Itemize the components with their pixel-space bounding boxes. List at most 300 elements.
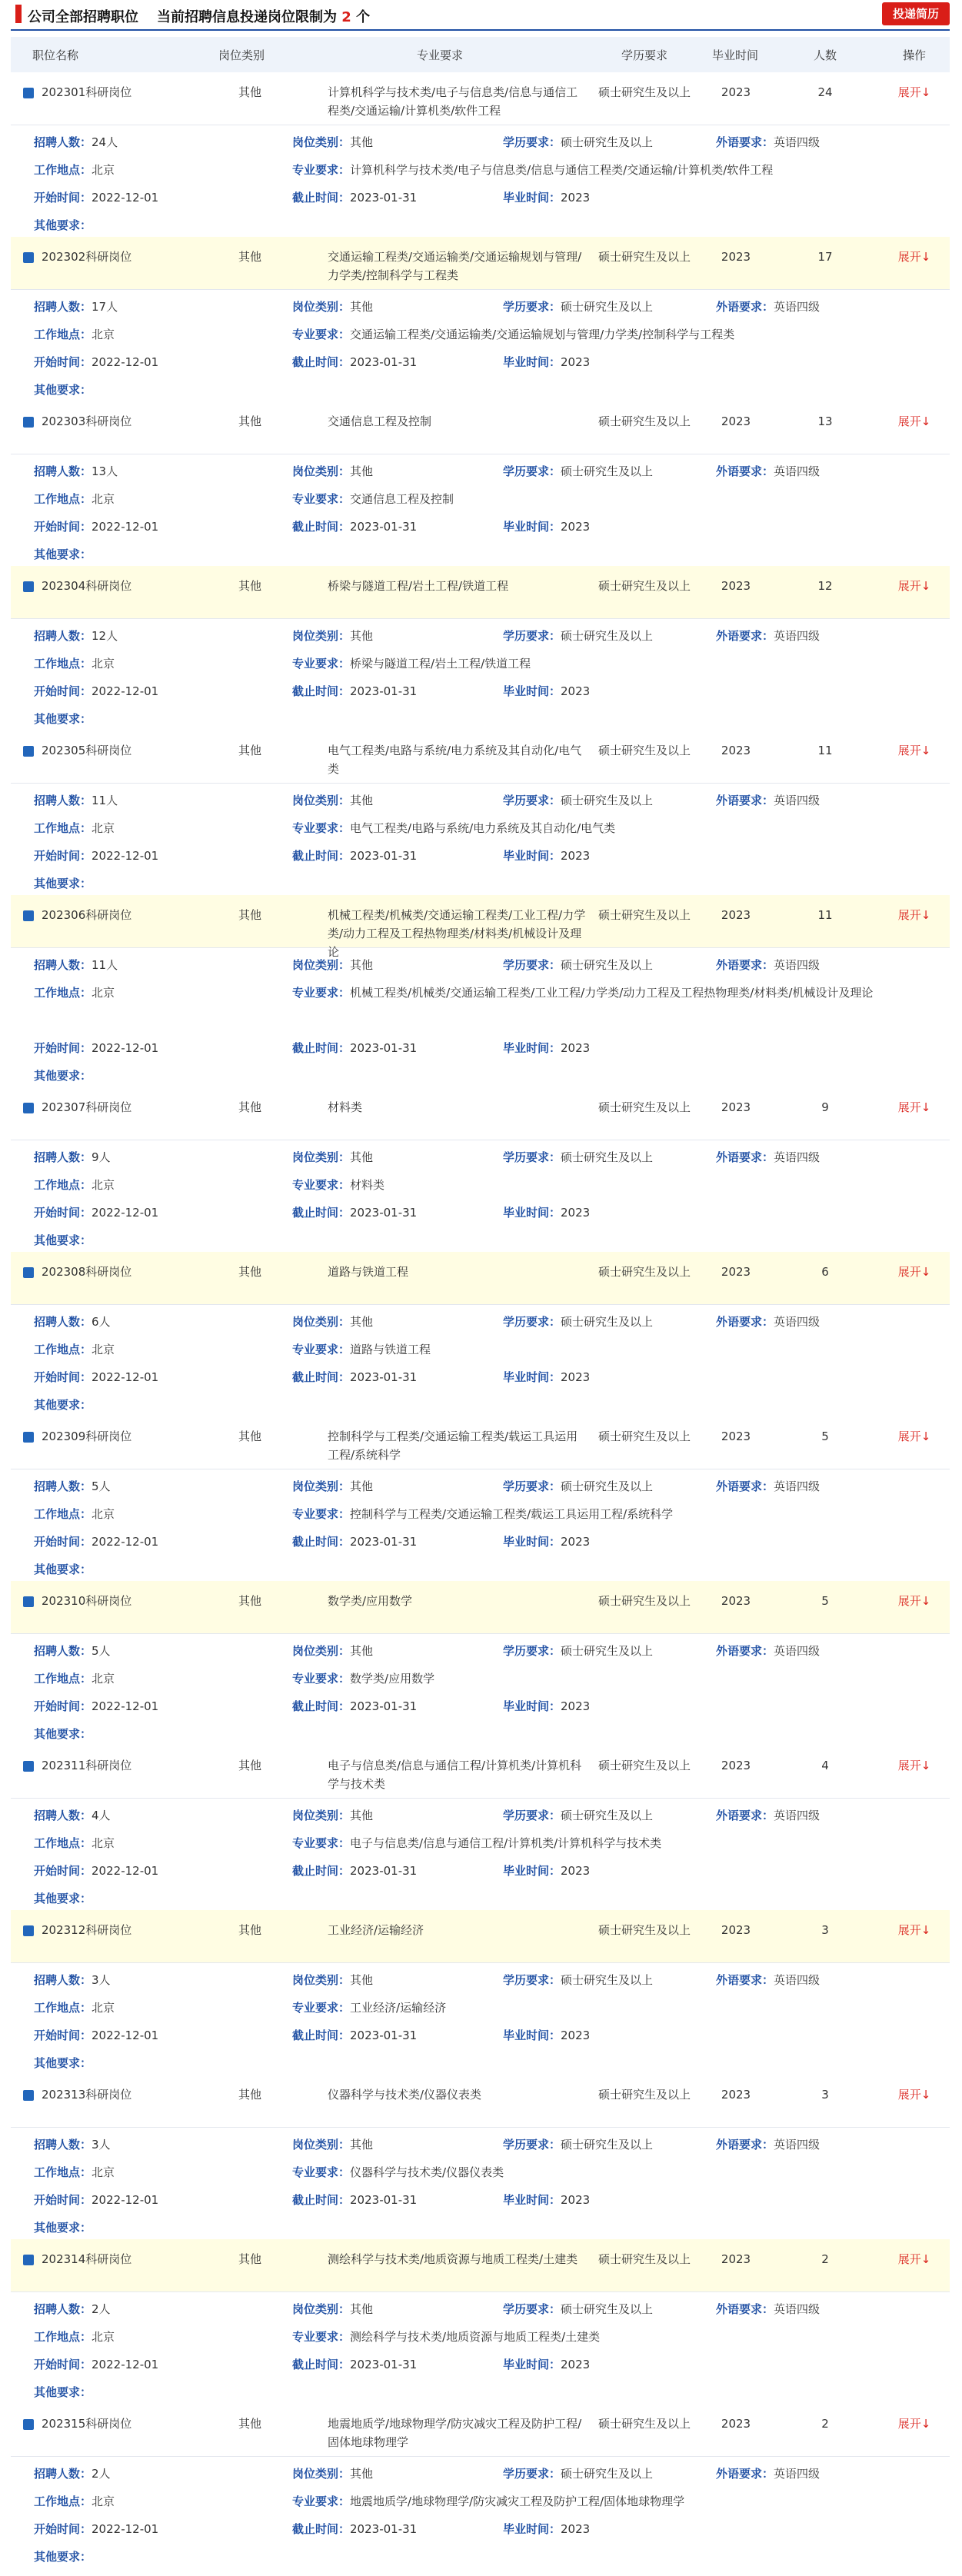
detail-value: 2022-12-01 [92, 1535, 159, 1549]
detail-label: 其他要求： [34, 1892, 92, 1905]
detail-location [34, 1669, 115, 1688]
detail-value: 2022-12-01 [92, 355, 159, 369]
detail-education [503, 2135, 653, 2154]
detail-label: 其他要求： [34, 1069, 92, 1083]
detail-value: 2023 [561, 355, 591, 369]
select-checkbox[interactable] [23, 1761, 34, 1772]
detail-graduation [503, 518, 590, 536]
detail-headcount [34, 956, 118, 974]
detail-start [34, 2026, 158, 2045]
detail-label: 学历要求： [503, 2302, 561, 2316]
expand-toggle[interactable]: 展开↓ [897, 744, 931, 757]
job-education: 硕士研究生及以上 [598, 1923, 691, 1937]
job-major: 桥梁与隧道工程/岩土工程/铁道工程 [328, 579, 509, 593]
detail-other [34, 1725, 92, 1743]
detail-label: 开始时间： [34, 1206, 92, 1220]
select-checkbox[interactable] [23, 252, 34, 263]
job-summary-row[interactable] [11, 2075, 950, 2128]
job-detail [11, 290, 950, 402]
job-detail [11, 125, 950, 238]
job-name: 202312科研岗位 [42, 1923, 132, 1937]
detail-major [292, 490, 454, 508]
detail-value: 其他 [350, 2467, 374, 2481]
expand-toggle[interactable]: 展开↓ [897, 1594, 931, 1608]
detail-label: 岗位类别： [292, 135, 351, 149]
job-detail [11, 2292, 950, 2405]
select-checkbox[interactable] [23, 910, 34, 921]
job-graduation: 2023 [721, 579, 751, 593]
job-education: 硕士研究生及以上 [598, 85, 691, 99]
detail-label: 工作地点： [34, 328, 92, 341]
job-name: 202302科研岗位 [42, 250, 132, 264]
col-graduation: 毕业时间 [712, 48, 759, 62]
detail-graduation [503, 2191, 590, 2209]
table-header [11, 37, 950, 72]
detail-other [34, 1396, 92, 1414]
detail-label: 截止时间： [292, 1206, 351, 1220]
detail-value: 其他 [350, 1809, 374, 1822]
detail-value: 英语四级 [774, 1479, 821, 1493]
job-education: 硕士研究生及以上 [598, 1594, 691, 1608]
select-checkbox[interactable] [23, 1925, 34, 1936]
job-education: 硕士研究生及以上 [598, 744, 691, 757]
detail-label: 招聘人数： [34, 1150, 92, 1164]
detail-label: 学历要求： [503, 1479, 561, 1493]
detail-label: 截止时间： [292, 1535, 351, 1549]
detail-deadline [292, 1697, 417, 1716]
expand-toggle[interactable]: 展开↓ [897, 1265, 931, 1279]
detail-label: 截止时间： [292, 2193, 351, 2207]
job-category: 其他 [238, 1923, 262, 1937]
job-count: 12 [817, 579, 833, 593]
job-category: 其他 [238, 744, 262, 757]
expand-toggle[interactable]: 展开↓ [897, 1759, 931, 1772]
detail-category [292, 956, 373, 974]
detail-deadline [292, 2355, 417, 2374]
detail-value: 测绘科学与技术类/地质资源与地质工程类/土建类 [350, 2330, 601, 2344]
detail-major [292, 325, 734, 344]
select-checkbox[interactable] [23, 746, 34, 757]
detail-label: 截止时间： [292, 849, 351, 863]
detail-value: 英语四级 [774, 1150, 821, 1164]
detail-value: 北京 [92, 2330, 115, 2344]
detail-label: 外语要求： [716, 464, 774, 478]
detail-language [716, 298, 820, 316]
job-detail [11, 948, 950, 1088]
job-item [11, 1581, 950, 1746]
detail-label: 工作地点： [34, 657, 92, 671]
job-category: 其他 [238, 579, 262, 593]
detail-value: 硕士研究生及以上 [561, 2138, 654, 2152]
detail-language [716, 2300, 820, 2318]
detail-value: 2022-12-01 [92, 849, 159, 863]
detail-value: 硕士研究生及以上 [561, 1315, 654, 1329]
detail-label: 岗位类别： [292, 794, 351, 807]
expand-toggle[interactable]: 展开↓ [897, 250, 931, 264]
detail-label: 专业要求： [292, 1507, 351, 1521]
detail-value: 24人 [92, 135, 118, 149]
job-graduation: 2023 [721, 250, 751, 264]
expand-toggle[interactable]: 展开↓ [897, 908, 931, 922]
detail-value: 英语四级 [774, 2138, 821, 2152]
detail-category [292, 298, 373, 316]
job-name: 202305科研岗位 [42, 744, 132, 757]
job-summary-row[interactable] [11, 72, 950, 125]
job-summary-row[interactable] [11, 1746, 950, 1799]
detail-location [34, 654, 115, 673]
detail-deadline [292, 1203, 417, 1222]
application-limit [157, 6, 370, 26]
select-checkbox[interactable] [23, 417, 34, 428]
job-education: 硕士研究生及以上 [598, 250, 691, 264]
detail-graduation [503, 188, 590, 207]
detail-category [292, 1642, 373, 1660]
header-marker [15, 5, 22, 23]
job-summary-row[interactable] [11, 895, 950, 959]
detail-label: 专业要求： [292, 1836, 351, 1850]
expand-toggle[interactable]: 展开↓ [897, 1923, 931, 1937]
detail-label: 岗位类别： [292, 2138, 351, 2152]
detail-other [34, 2383, 92, 2401]
job-item [11, 2239, 950, 2405]
job-major: 控制科学与工程类/交通运输工程类/载运工具运用工程/系统科学 [328, 1429, 578, 1462]
detail-value: 2022-12-01 [92, 1699, 159, 1713]
detail-value: 硕士研究生及以上 [561, 1150, 654, 1164]
detail-label: 外语要求： [716, 1809, 774, 1822]
detail-category [292, 1971, 373, 1989]
job-category: 其他 [238, 1594, 262, 1608]
detail-label: 专业要求： [292, 2165, 351, 2179]
detail-label: 招聘人数： [34, 958, 92, 972]
job-count: 13 [817, 414, 833, 428]
detail-location [34, 819, 115, 837]
job-name: 202313科研岗位 [42, 2088, 132, 2102]
job-count: 2 [821, 2252, 829, 2266]
detail-label: 专业要求： [292, 1178, 351, 1192]
detail-value: 2022-12-01 [92, 2522, 159, 2536]
detail-value: 2022-12-01 [92, 1864, 159, 1878]
job-item [11, 2075, 950, 2240]
select-checkbox[interactable] [23, 1267, 34, 1278]
detail-label: 毕业时间： [503, 355, 561, 369]
job-major: 交通信息工程及控制 [328, 414, 432, 428]
detail-major [292, 1340, 431, 1359]
detail-label: 学历要求： [503, 794, 561, 807]
detail-label: 学历要求： [503, 464, 561, 478]
detail-value: 机械工程类/机械类/交通运输工程类/工业工程/力学类/动力工程及工程热物理类/材料类/机械设计及理论 [350, 986, 874, 1000]
detail-major [292, 1176, 384, 1194]
select-checkbox[interactable] [23, 581, 34, 592]
detail-value: 2023 [561, 1699, 591, 1713]
detail-label: 岗位类别： [292, 2467, 351, 2481]
detail-value: 2023-01-31 [350, 1699, 418, 1713]
job-major: 测绘科学与技术类/地质资源与地质工程类/土建类 [328, 2252, 578, 2266]
detail-label: 学历要求： [503, 2138, 561, 2152]
select-checkbox[interactable] [23, 1596, 34, 1607]
submit-resume-button[interactable]: 投递简历 [882, 2, 950, 25]
select-checkbox[interactable] [23, 2255, 34, 2265]
detail-language [716, 627, 820, 645]
detail-deadline [292, 353, 417, 371]
detail-start [34, 1862, 158, 1880]
job-summary-row[interactable] [11, 566, 950, 619]
detail-value: 桥梁与隧道工程/岩土工程/铁道工程 [350, 657, 531, 671]
detail-deadline [292, 2026, 417, 2045]
detail-label: 专业要求： [292, 657, 351, 671]
detail-graduation [503, 1039, 590, 1057]
detail-value: 电气工程类/电路与系统/电力系统及其自动化/电气类 [350, 821, 616, 835]
detail-value: 2023-01-31 [350, 1206, 418, 1220]
detail-education [503, 2465, 653, 2483]
detail-language [716, 462, 820, 481]
job-name: 202315科研岗位 [42, 2417, 132, 2431]
detail-label: 其他要求： [34, 877, 92, 890]
detail-label: 开始时间： [34, 1535, 92, 1549]
job-count: 24 [817, 85, 833, 99]
job-count: 3 [821, 2088, 829, 2102]
job-education: 硕士研究生及以上 [598, 1759, 691, 1772]
job-summary-row[interactable] [11, 1252, 950, 1305]
detail-value: 道路与铁道工程 [350, 1343, 431, 1356]
select-checkbox[interactable] [23, 2090, 34, 2101]
detail-label: 学历要求： [503, 2467, 561, 2481]
detail-location [34, 1505, 115, 1523]
detail-value: 5人 [92, 1479, 111, 1493]
job-graduation: 2023 [721, 1429, 751, 1443]
detail-value: 其他 [350, 2138, 374, 2152]
job-category: 其他 [238, 2417, 262, 2431]
job-count: 11 [817, 908, 833, 922]
job-summary-row[interactable] [11, 731, 950, 784]
detail-value: 其他 [350, 464, 374, 478]
col-category: 岗位类别 [218, 48, 265, 62]
detail-value: 12人 [92, 629, 118, 643]
detail-value: 英语四级 [774, 135, 821, 149]
detail-label: 截止时间： [292, 2358, 351, 2371]
job-category: 其他 [238, 2088, 262, 2102]
detail-label: 专业要求： [292, 821, 351, 835]
detail-value: 硕士研究生及以上 [561, 958, 654, 972]
detail-value: 硕士研究生及以上 [561, 135, 654, 149]
detail-label: 外语要求： [716, 1150, 774, 1164]
detail-label: 开始时间： [34, 2358, 92, 2371]
detail-label: 学历要求： [503, 1809, 561, 1822]
detail-value: 英语四级 [774, 958, 821, 972]
job-summary-row[interactable] [11, 401, 950, 454]
detail-category [292, 133, 373, 151]
detail-value: 2023-01-31 [350, 1041, 418, 1055]
detail-headcount [34, 2135, 111, 2154]
detail-label: 其他要求： [34, 2056, 92, 2070]
detail-major [292, 2163, 504, 2182]
detail-label: 招聘人数： [34, 464, 92, 478]
detail-label: 学历要求： [503, 1150, 561, 1164]
select-checkbox[interactable] [23, 2419, 34, 2430]
detail-value: 其他 [350, 2302, 374, 2316]
job-count: 6 [821, 1265, 829, 1279]
job-count: 2 [821, 2417, 829, 2431]
job-summary-row[interactable] [11, 1910, 950, 1963]
expand-toggle[interactable]: 展开↓ [897, 2417, 931, 2431]
detail-value: 2023-01-31 [350, 1864, 418, 1878]
detail-label: 学历要求： [503, 958, 561, 972]
detail-start [34, 1039, 158, 1057]
expand-toggle[interactable]: 展开↓ [897, 579, 931, 593]
detail-value: 2022-12-01 [92, 520, 159, 534]
detail-label: 学历要求： [503, 1973, 561, 1987]
detail-value: 2023-01-31 [350, 191, 418, 205]
job-name: 202303科研岗位 [42, 414, 132, 428]
expand-toggle[interactable]: 展开↓ [897, 2252, 931, 2266]
col-major: 专业要求 [417, 48, 464, 62]
expand-toggle[interactable]: 展开↓ [897, 2088, 931, 2102]
detail-value: 2023 [561, 2029, 591, 2042]
detail-value: 北京 [92, 328, 115, 341]
detail-value: 其他 [350, 629, 374, 643]
detail-value: 2023 [561, 1864, 591, 1878]
detail-headcount [34, 298, 118, 316]
job-graduation: 2023 [721, 1594, 751, 1608]
detail-value: 11人 [92, 958, 118, 972]
detail-label: 工作地点： [34, 1343, 92, 1356]
detail-label: 工作地点： [34, 2494, 92, 2508]
job-detail [11, 1305, 950, 1417]
detail-value: 其他 [350, 794, 374, 807]
job-education: 硕士研究生及以上 [598, 1429, 691, 1443]
detail-value: 其他 [350, 135, 374, 149]
detail-value: 其他 [350, 1479, 374, 1493]
detail-value: 英语四级 [774, 1644, 821, 1658]
detail-value: 2022-12-01 [92, 2358, 159, 2371]
detail-deadline [292, 1862, 417, 1880]
detail-language [716, 956, 820, 974]
select-checkbox[interactable] [23, 88, 34, 98]
detail-label: 岗位类别： [292, 464, 351, 478]
job-summary-row[interactable] [11, 1087, 950, 1140]
job-summary-row[interactable] [11, 1581, 950, 1634]
job-detail [11, 1799, 950, 1911]
detail-value: 北京 [92, 2165, 115, 2179]
detail-education [503, 298, 653, 316]
detail-headcount [34, 133, 118, 151]
detail-value: 仪器科学与技术类/仪器仪表类 [350, 2165, 504, 2179]
col-count: 人数 [814, 48, 837, 62]
job-detail [11, 619, 950, 731]
detail-label: 截止时间： [292, 191, 351, 205]
job-detail [11, 784, 950, 896]
detail-category [292, 2300, 373, 2318]
detail-value: 交通运输工程类/交通运输类/交通运输规划与管理/力学类/控制科学与工程类 [350, 328, 735, 341]
detail-label: 开始时间： [34, 1370, 92, 1384]
detail-label: 招聘人数： [34, 629, 92, 643]
job-count: 11 [817, 744, 833, 757]
detail-other [34, 874, 92, 893]
job-name: 202310科研岗位 [42, 1594, 132, 1608]
detail-start [34, 1697, 158, 1716]
detail-label: 其他要求： [34, 1727, 92, 1741]
detail-other [34, 2548, 92, 2566]
expand-toggle[interactable]: 展开↓ [897, 1100, 931, 1114]
detail-label: 专业要求： [292, 2330, 351, 2344]
detail-value: 北京 [92, 986, 115, 1000]
detail-value: 3人 [92, 1973, 111, 1987]
detail-value: 硕士研究生及以上 [561, 2467, 654, 2481]
detail-graduation [503, 847, 590, 865]
detail-value: 地震地质学/地球物理学/防灾减灾工程及防护工程/固体地球物理学 [350, 2494, 685, 2508]
detail-education [503, 462, 653, 481]
detail-headcount [34, 1477, 111, 1496]
detail-headcount [34, 1642, 111, 1660]
detail-other [34, 545, 92, 564]
detail-label: 毕业时间： [503, 684, 561, 698]
job-summary-row[interactable] [11, 2239, 950, 2292]
job-item [11, 895, 950, 1088]
job-detail [11, 1469, 950, 1582]
detail-label: 招聘人数： [34, 2302, 92, 2316]
detail-value: 2022-12-01 [92, 1041, 159, 1055]
detail-label: 截止时间： [292, 1864, 351, 1878]
job-detail [11, 1963, 950, 2075]
detail-label: 专业要求： [292, 492, 351, 506]
detail-value: 英语四级 [774, 464, 821, 478]
detail-value: 英语四级 [774, 794, 821, 807]
detail-major [292, 654, 531, 673]
detail-category [292, 1148, 373, 1167]
expand-toggle[interactable]: 展开↓ [897, 85, 931, 99]
detail-label: 其他要求： [34, 1233, 92, 1247]
detail-label: 毕业时间： [503, 191, 561, 205]
detail-deadline [292, 188, 417, 207]
detail-value: 2022-12-01 [92, 2193, 159, 2207]
job-item [11, 401, 950, 567]
job-graduation: 2023 [721, 1265, 751, 1279]
job-graduation: 2023 [721, 744, 751, 757]
detail-label: 招聘人数： [34, 300, 92, 314]
detail-label: 外语要求： [716, 300, 774, 314]
job-category: 其他 [238, 1100, 262, 1114]
expand-toggle[interactable]: 展开↓ [897, 414, 931, 428]
job-detail [11, 2128, 950, 2240]
detail-value: 硕士研究生及以上 [561, 1479, 654, 1493]
detail-category [292, 2135, 373, 2154]
detail-headcount [34, 1806, 111, 1825]
select-checkbox[interactable] [23, 1103, 34, 1113]
detail-label: 开始时间： [34, 355, 92, 369]
job-item [11, 1746, 950, 1911]
select-checkbox[interactable] [23, 1432, 34, 1443]
detail-headcount [34, 2300, 111, 2318]
detail-value: 2022-12-01 [92, 2029, 159, 2042]
detail-label: 学历要求： [503, 1644, 561, 1658]
detail-start [34, 2520, 158, 2538]
job-summary-row[interactable] [11, 1416, 950, 1469]
expand-toggle[interactable]: 展开↓ [897, 1429, 931, 1443]
detail-label: 其他要求： [34, 2550, 92, 2564]
job-summary-row[interactable] [11, 237, 950, 290]
job-count: 9 [821, 1100, 829, 1114]
detail-language [716, 791, 820, 810]
detail-label: 外语要求： [716, 1973, 774, 1987]
detail-major [292, 1999, 446, 2017]
detail-label: 工作地点： [34, 1672, 92, 1686]
job-major: 材料类 [328, 1100, 363, 1114]
detail-category [292, 1477, 373, 1496]
detail-label: 工作地点： [34, 821, 92, 835]
job-summary-row[interactable] [11, 2404, 950, 2457]
detail-education [503, 1313, 653, 1331]
job-graduation: 2023 [721, 1759, 751, 1772]
detail-major [292, 983, 923, 1002]
